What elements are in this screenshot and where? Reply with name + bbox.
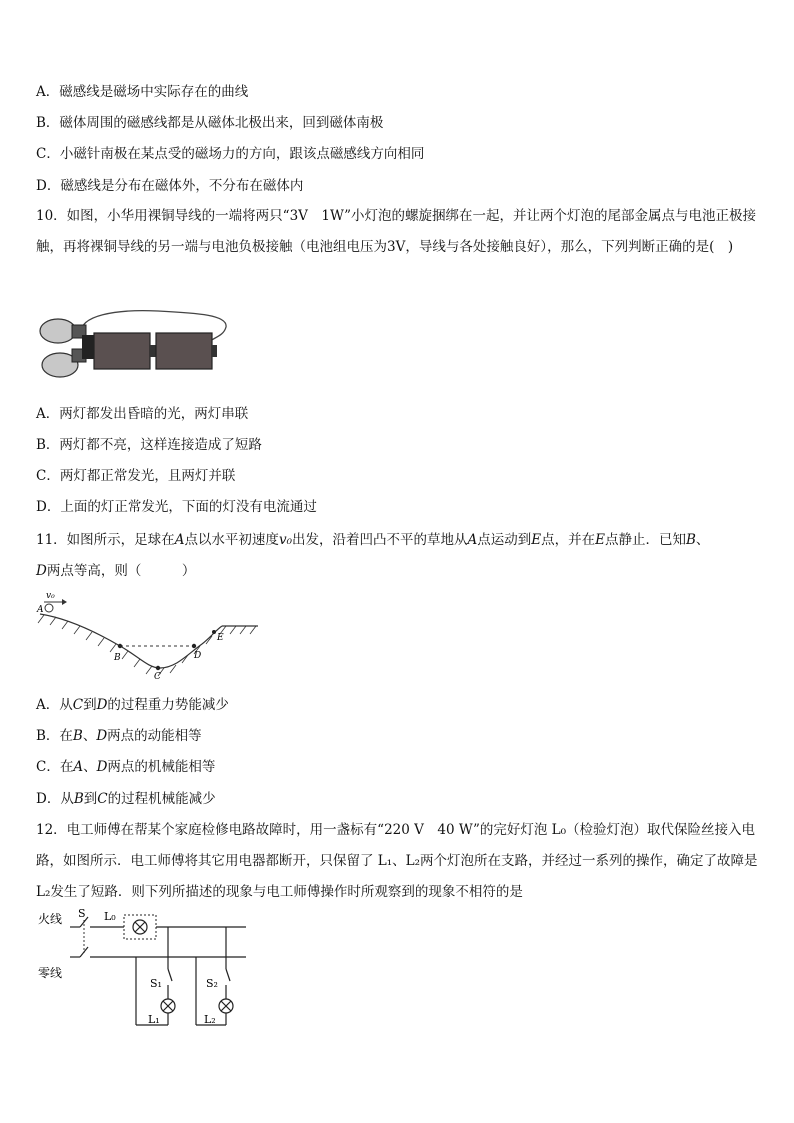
q9-option-b: B．磁体周围的磁感线都是从磁体北极出来，回到磁体南极 <box>36 115 384 131</box>
q10-figure-bulbs-battery <box>38 305 230 385</box>
q10-option-d: D．上面的灯正常发光，下面的灯没有电流通过 <box>36 499 317 515</box>
q11-option-c: C．在A、D两点的机械能相等 <box>36 759 216 775</box>
battery-1 <box>94 333 150 369</box>
fig-label-a: A <box>37 605 44 615</box>
fig-label-b: B <box>114 653 121 663</box>
fig-label-c: C <box>154 672 161 680</box>
battery-2 <box>156 333 212 369</box>
fig-label-neutral: 零线 <box>38 966 63 980</box>
upper-bulb <box>40 319 76 343</box>
q11-option-b: B．在B、D两点的动能相等 <box>36 728 202 744</box>
q10-option-a: A．两灯都发出昏暗的光，两灯串联 <box>36 406 249 422</box>
q9-option-a: A．磁感线是磁场中实际存在的曲线 <box>36 84 249 100</box>
fig-label-v0: v₀ <box>46 591 55 601</box>
q9-option-c: C．小磁针南极在某点受的磁场力的方向，跟该点磁感线方向相同 <box>36 146 425 162</box>
fig-label-l2: L₂ <box>204 1013 216 1026</box>
q10-stem: 10．如图，小华用裸铜导线的一端将两只“3V 1W”小灯泡的螺旋捆绑在一起，并让两个灯泡的尾部金属点与电池正极接触，再将裸铜导线的另一端与电池负极接触（电池组电压为3V，导线与各处接触良好），那么，下列判断正确的是( ) <box>36 208 757 255</box>
fig-label-d: D <box>194 651 202 661</box>
q9-option-d: D．磁感线是分布在磁体外，不分布在磁体内 <box>36 178 304 194</box>
fig-label-s2: S₂ <box>206 977 218 990</box>
fig-label-e: E <box>217 633 224 643</box>
q12-figure-circuit <box>36 905 256 1031</box>
q11-stem-line-2: D两点等高，则（ ） <box>36 563 196 579</box>
q11-option-d: D．从B到C的过程机械能减少 <box>36 791 216 807</box>
fig-label-s: S <box>78 907 86 920</box>
fig-label-s1: S₁ <box>150 977 162 990</box>
q12-stem: 12．电工师傅在帮某个家庭检修电路故障时，用一盏标有“220 V 40 W”的完好灯泡 L₀（检验灯泡）取代保险丝接入电路，如图所示．电工师傅将其它用电器都断开，只保留了 L₁、L₂两个灯泡所在支路，并经过一系列的操作，确定了故障是 L₂发生了短路．则下列所描述的现象与电工师傅操作时所观察到的现象不相符的是 <box>36 822 758 900</box>
q10-option-c: C．两灯都正常发光，且两灯并联 <box>36 468 236 484</box>
fig-label-l0: L₀ <box>104 910 116 923</box>
ball-icon <box>45 604 53 612</box>
q11-option-a: A．从C到D的过程重力势能减少 <box>36 697 229 713</box>
q11-stem-line-1: 11．如图所示，足球在A点以水平初速度v₀出发，沿着凹凸不平的草地从A点运动到E点，并在E点静止．已知B、 <box>36 532 710 548</box>
fig-label-live: 火线 <box>38 912 63 926</box>
q10-option-b: B．两灯都不亮，这样连接造成了短路 <box>36 437 262 453</box>
fig-label-l1: L₁ <box>148 1013 160 1026</box>
q11-figure-terrain <box>36 588 262 680</box>
